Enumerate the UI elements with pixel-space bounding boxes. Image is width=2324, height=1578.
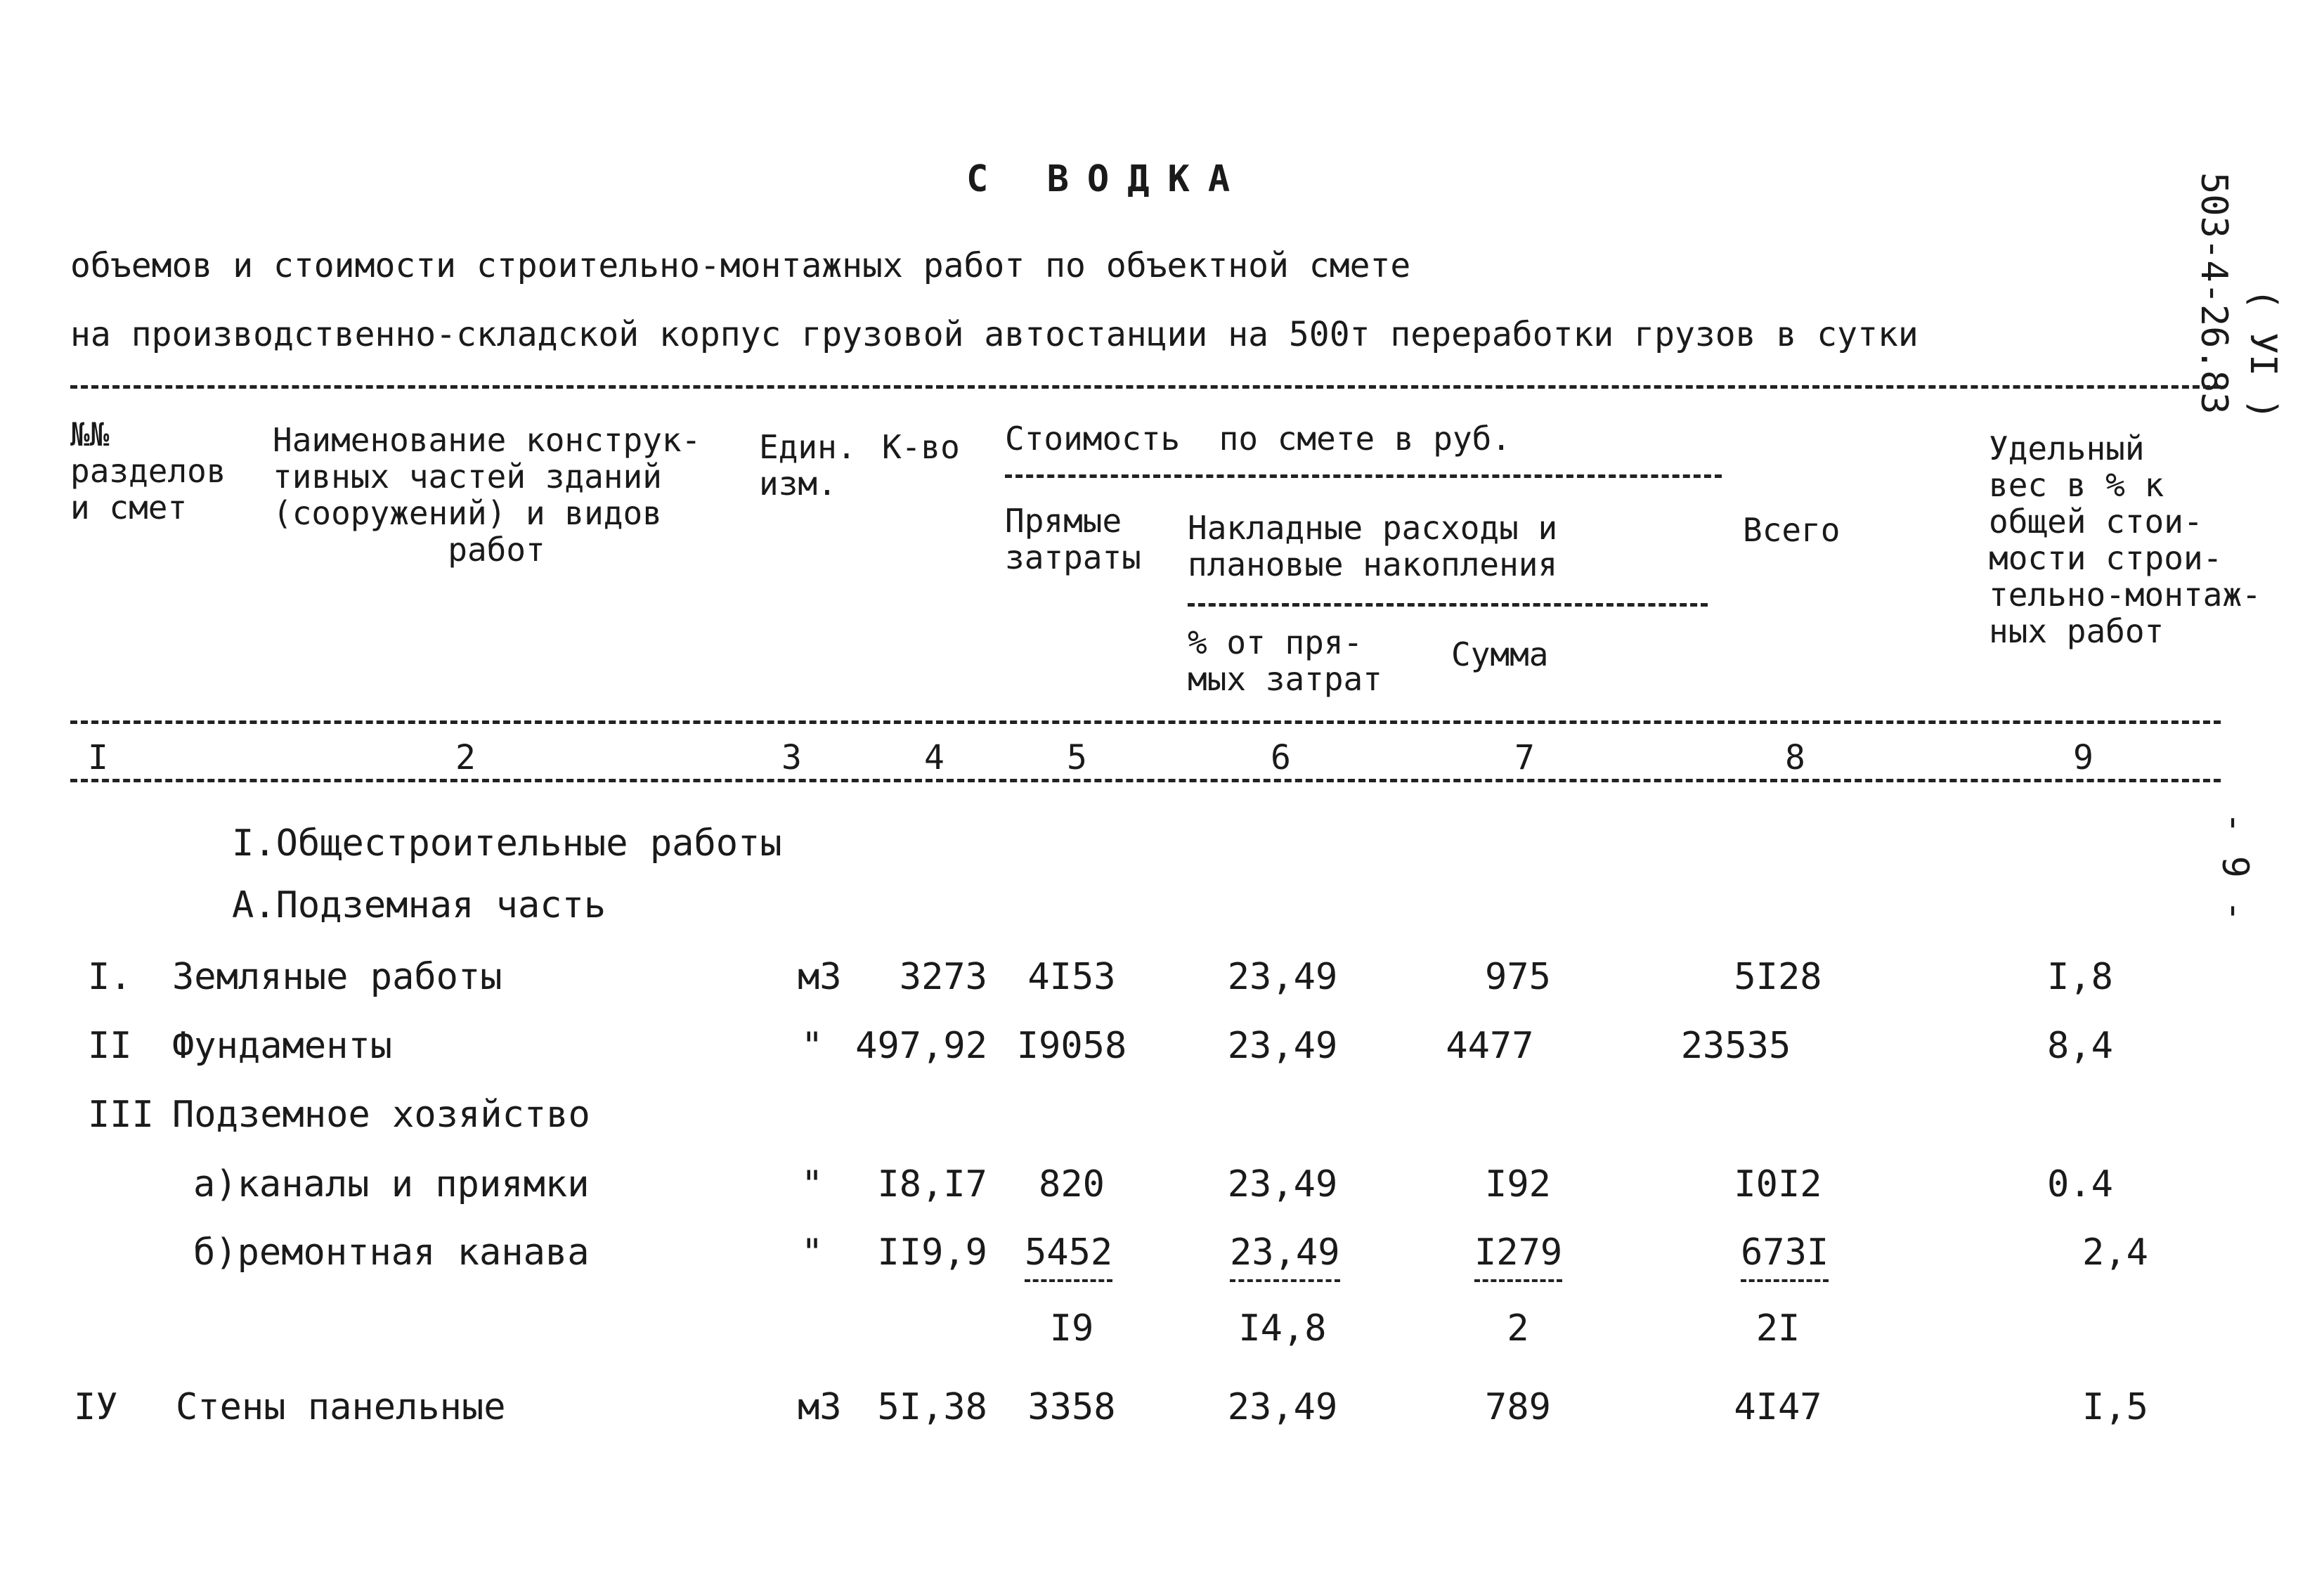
row-unit: "	[801, 1231, 824, 1274]
row-unit: "	[801, 1025, 824, 1067]
page-number: - 9 -	[2214, 812, 2256, 922]
row-sum: 4477	[1446, 1025, 1534, 1067]
subsection-title: А.Подземная часть	[232, 884, 606, 926]
row-unit: "	[801, 1163, 824, 1205]
row-total: 5I28	[1734, 956, 1822, 998]
col-number-7: 7	[1514, 738, 1535, 777]
header-col-unit: Един. изм.	[759, 428, 857, 503]
row-share: 2,4	[2082, 1231, 2148, 1274]
row-sum: 975	[1485, 956, 1551, 998]
header-col-direct: Прямые затраты	[1005, 502, 1141, 576]
column-numbers-rule	[70, 779, 2221, 782]
row-section-no: II	[88, 1025, 132, 1067]
row-name: Стены панельные	[176, 1386, 506, 1428]
row-percent: I4,8	[1238, 1307, 1327, 1350]
header-bottom-rule	[70, 720, 2221, 724]
row-qty: 5I,38	[877, 1386, 987, 1428]
row-section-no: IУ	[74, 1386, 118, 1428]
row-direct: I9	[1049, 1307, 1094, 1350]
header-col-sum: Сумма	[1451, 635, 1549, 673]
row-name: б)ремонтная канава	[193, 1231, 590, 1274]
section-title: I.Общестроительные работы	[232, 822, 782, 865]
col-number-2: 2	[455, 738, 476, 777]
header-cost-group: Стоимость по смете в руб.	[1005, 420, 1512, 458]
header-overhead-group: Накладные расходы и плановые накопления	[1188, 509, 1558, 583]
document-title: С ВОДКА	[966, 158, 1249, 200]
header-col-total: Всего	[1743, 511, 1841, 549]
row-sum: 789	[1485, 1386, 1551, 1428]
row-direct: I9058	[1016, 1025, 1127, 1067]
row-total: 23535	[1680, 1025, 1791, 1067]
header-col-section-no: №№ разделов и смет	[70, 415, 226, 526]
row-share: I,8	[2047, 956, 2113, 998]
col-number-8: 8	[1785, 738, 1805, 777]
header-col-name: Наименование конструк- тивных частей зданий (сооружений) и видов работ	[273, 421, 701, 569]
row-section-no: III	[88, 1094, 154, 1136]
row-qty: 3273	[899, 956, 987, 998]
cost-group-rule	[1005, 474, 1722, 478]
col-number-9: 9	[2073, 738, 2093, 777]
col-number-1: I	[88, 738, 108, 777]
row-sum: I92	[1485, 1163, 1551, 1205]
header-col-percent: % от пря- мых затрат	[1188, 623, 1382, 698]
col-number-4: 4	[924, 738, 944, 777]
side-document-code: 503-4-26.83	[2193, 172, 2235, 415]
row-name: Земляные работы	[172, 956, 502, 998]
row-name: Фундаменты	[172, 1025, 393, 1067]
subtitle-line-2: на производственно-складской корпус грузовой автостанции на 500т переработки грузов в сутки	[70, 315, 1919, 354]
row-qty: 497,92	[855, 1025, 987, 1067]
subtitle-line-1: объемов и стоимости строительно-монтажных работ по объектной смете	[70, 246, 1411, 285]
row-name: а)каналы и приямки	[193, 1163, 590, 1205]
row-section-no: I.	[88, 956, 132, 998]
row-percent: 23,49	[1227, 1163, 1338, 1205]
row-percent: 23,49	[1227, 1386, 1338, 1428]
row-name: Подземное хозяйство	[172, 1094, 590, 1136]
row-unit: м3	[798, 1386, 842, 1428]
row-direct: 4I53	[1027, 956, 1116, 998]
row-share: I,5	[2082, 1386, 2148, 1428]
header-col-share: Удельный вес в % к общей стои- мости строи- тельно-монтаж- ных работ	[1989, 429, 2261, 650]
row-direct: 5452	[1025, 1231, 1112, 1282]
header-top-rule	[70, 385, 2221, 389]
row-total: 2I	[1755, 1307, 1800, 1350]
row-percent: 23,49	[1227, 1025, 1338, 1067]
row-total: 673I	[1741, 1231, 1829, 1282]
row-direct: 820	[1039, 1163, 1105, 1205]
row-total: 4I47	[1734, 1386, 1822, 1428]
row-total: I0I2	[1734, 1163, 1822, 1205]
row-direct: 3358	[1027, 1386, 1116, 1428]
col-number-5: 5	[1067, 738, 1087, 777]
row-percent: 23,49	[1230, 1231, 1340, 1282]
row-share: 8,4	[2047, 1025, 2113, 1067]
row-share: 0.4	[2047, 1163, 2113, 1205]
row-percent: 23,49	[1227, 956, 1338, 998]
row-qty: I8,I7	[877, 1163, 987, 1205]
row-unit: м3	[798, 956, 842, 998]
row-sum: 2	[1507, 1307, 1529, 1350]
header-col-qty: К-во	[882, 428, 960, 466]
overhead-group-rule	[1188, 603, 1708, 607]
row-qty: II9,9	[877, 1231, 987, 1274]
col-number-3: 3	[781, 738, 802, 777]
side-volume-label: ( УI )	[2242, 288, 2284, 420]
col-number-6: 6	[1271, 738, 1291, 777]
row-sum: I279	[1474, 1231, 1562, 1282]
